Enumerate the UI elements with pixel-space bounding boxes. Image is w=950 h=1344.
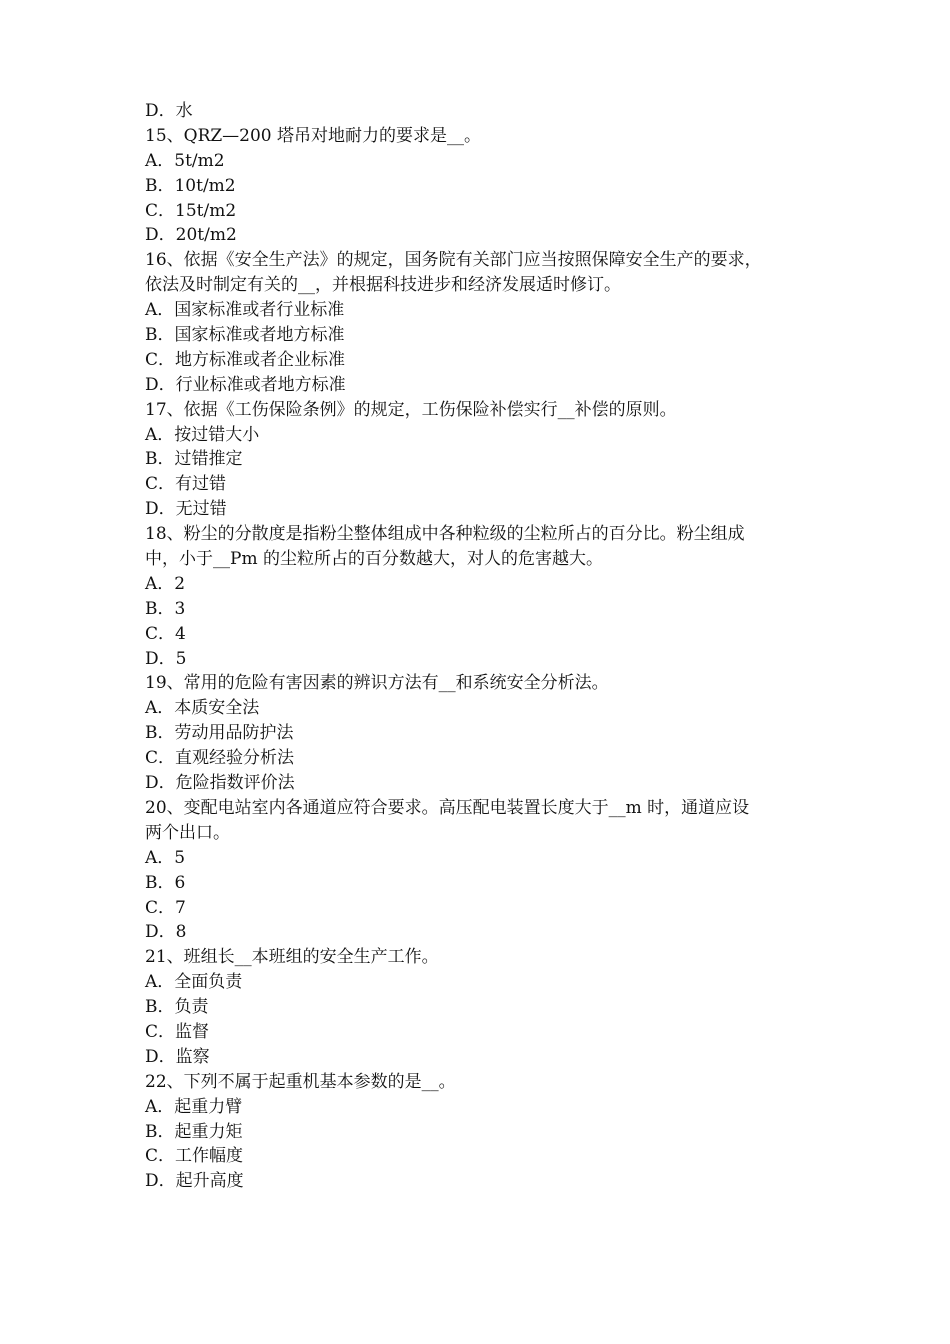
option-a-q15: A．5t/m2	[145, 150, 225, 171]
option-b-q20: B．6	[145, 872, 186, 893]
question-18-line-1: 18、粉尘的分散度是指粉尘整体组成中各种粒级的尘粒所占的百分比。粉尘组成	[145, 524, 745, 545]
option-c-q22: C．工作幅度	[145, 1146, 244, 1167]
question-15: 15、QRZ—200 塔吊对地耐力的要求是__。	[145, 125, 482, 146]
option-c-q15: C．15t/m2	[145, 200, 237, 221]
question-20-line-2: 两个出口。	[145, 822, 230, 843]
option-b-q19: B．劳动用品防护法	[145, 723, 294, 744]
question-20-line-1: 20、变配电站室内各通道应符合要求。高压配电装置长度大于__m 时，通道应设	[145, 797, 750, 818]
question-16-line-2: 依法及时制定有关的__，并根据科技进步和经济发展适时修订。	[145, 275, 621, 296]
option-c-q18: C．4	[145, 623, 186, 644]
option-d-q15: D．20t/m2	[145, 225, 237, 246]
option-b-q18: B．3	[145, 598, 186, 619]
option-b-q22: B．起重力矩	[145, 1121, 243, 1142]
option-d-q22: D．起升高度	[145, 1171, 244, 1192]
option-a-q21: A．全面负责	[145, 972, 243, 993]
option-a-q22: A．起重力臂	[145, 1096, 243, 1117]
option-a-q17: A．按过错大小	[145, 424, 260, 445]
option-d-q18: D．5	[145, 648, 187, 669]
option-d-q17: D．无过错	[145, 499, 227, 520]
option-b-q15: B．10t/m2	[145, 175, 236, 196]
option-a-q20: A．5	[145, 847, 186, 868]
question-21: 21、班组长__本班组的安全生产工作。	[145, 947, 439, 968]
option-d-q19: D．危险指数评价法	[145, 773, 295, 794]
question-18-line-2: 中，小于__Pm 的尘粒所占的百分数越大，对人的危害越大。	[145, 549, 603, 570]
option-a-q16: A．国家标准或者行业标准	[145, 300, 345, 321]
option-b-q17: B．过错推定	[145, 449, 243, 470]
option-b-q16: B．国家标准或者地方标准	[145, 325, 345, 346]
option-d-q21: D．监察	[145, 1046, 210, 1067]
option-a-q19: A．本质安全法	[145, 698, 260, 719]
option-c-q21: C．监督	[145, 1021, 210, 1042]
option-b-q21: B．负责	[145, 997, 209, 1018]
question-22: 22、下列不属于起重机基本参数的是__。	[145, 1071, 456, 1092]
option-a-q18: A．2	[145, 573, 186, 594]
option-d-q16: D．行业标准或者地方标准	[145, 374, 346, 395]
option-c-q19: C．直观经验分析法	[145, 748, 295, 769]
option-c-q20: C．7	[145, 897, 186, 918]
option-d-q14: D．水	[145, 101, 193, 121]
option-d-q20: D．8	[145, 922, 187, 943]
question-19: 19、常用的危险有害因素的辨识方法有__和系统安全分析法。	[145, 673, 609, 694]
option-c-q17: C．有过错	[145, 474, 227, 495]
document-page	[145, 99, 815, 1194]
question-16-line-1: 16、依据《安全生产法》的规定，国务院有关部门应当按照保障安全生产的要求，	[145, 250, 762, 271]
question-17: 17、依据《工伤保险条例》的规定，工伤保险补偿实行__补偿的原则。	[145, 399, 677, 420]
option-c-q16: C．地方标准或者企业标准	[145, 349, 346, 370]
